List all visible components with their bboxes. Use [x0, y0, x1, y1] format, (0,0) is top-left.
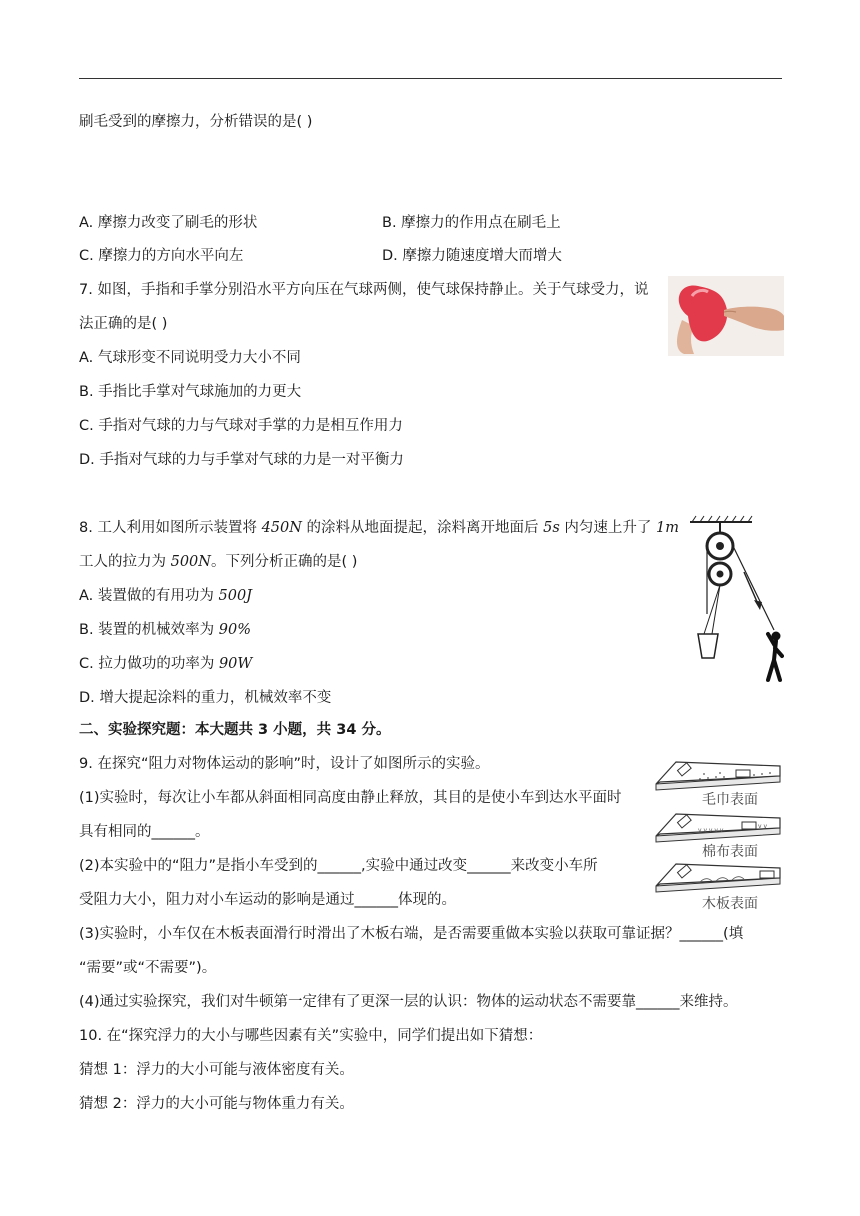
q10-stem: 10. 在“探究浮力的大小与哪些因素有关”实验中，同学们提出如下猜想：	[79, 1028, 543, 1044]
svg-text:v v: v v	[758, 823, 768, 830]
q9-part3-line2: “需要”或“不需要”)。	[79, 960, 217, 976]
q8-option-d: D. 增大提起涂料的重力，机械效率不变	[79, 690, 332, 706]
q9-stem: 9. 在探究“阻力对物体运动的影响”时，设计了如图所示的实验。	[79, 756, 490, 772]
worker-body	[768, 634, 782, 680]
q8-option-c: C. 拉力做功的功率为 90W	[79, 656, 253, 672]
q8-option-a: A. 装置做的有用功为 500J	[79, 588, 252, 604]
cotton-label: 棉布表面	[702, 844, 758, 860]
q9-part2-line1: (2)本实验中的“阻力”是指小车受到的______,实验中通过改变______来改变小车所	[79, 858, 598, 874]
q6-option-c: C. 摩擦力的方向水平向左	[79, 248, 244, 264]
q6-option-d: D. 摩擦力随速度增大而增大	[382, 248, 562, 264]
balloon-figure	[668, 276, 784, 356]
paint-bucket	[698, 634, 718, 658]
pulley-figure	[684, 514, 784, 686]
q8-option-b: B. 装置的机械效率为 90%	[79, 622, 252, 638]
q7-option-a: A. 气球形变不同说明受力大小不同	[79, 350, 301, 366]
q9-part3-line1: (3)实验时，小车仅在木板表面滑行时滑出了木板右端，是否需要重做本实验以获取可靠证据？______(填	[79, 926, 744, 942]
q7-option-d: D. 手指对气球的力与手掌对气球的力是一对平衡力	[79, 452, 404, 468]
q6-option-a: A. 摩擦力改变了刷毛的形状	[79, 215, 258, 231]
q8-load-value: 450N	[261, 520, 302, 536]
q8-time-value: 5s	[543, 520, 560, 536]
pull-arrow	[754, 600, 762, 610]
q10-guess2: 猜想 2：浮力的大小可能与物体重力有关。	[79, 1096, 354, 1112]
q8-stem-line1: 8. 工人利用如图所示装置将 450N 的涂料从地面提起，涂料离开地面后 5s 内匀速上升了 1m	[79, 520, 680, 536]
towel-surface	[656, 762, 780, 790]
svg-text:v v v v v: v v v v v	[698, 827, 724, 834]
q9-part1-line2: 具有相同的______。	[79, 824, 210, 840]
q8-height-value: 1m	[656, 520, 680, 536]
q6-stem-tail: 刷毛受到的摩擦力，分析错误的是( )	[79, 114, 313, 130]
q8-stem-line2: 工人的拉力为 500N。下列分析正确的是( )	[79, 554, 358, 570]
towel-label: 毛巾表面	[702, 792, 758, 808]
q6-option-b: B. 摩擦力的作用点在刷毛上	[382, 215, 561, 231]
surfaces-figure	[650, 752, 784, 912]
q9-part4: (4)通过实验探究，我们对牛顿第一定律有了更深一层的认识：物体的运动状态不需要靠______来维持。	[79, 994, 738, 1010]
q8-force-value: 500N	[170, 554, 211, 570]
wood-label: 木板表面	[702, 896, 758, 912]
q9-part2-line2: 受阻力大小，阻力对小车运动的影响是通过______体现的。	[79, 892, 456, 908]
q7-stem-line2: 法正确的是( )	[79, 316, 168, 332]
section-heading: 二、实验探究题：本大题共 3 小题，共 34 分。	[79, 722, 391, 738]
q7-option-b: B. 手指比手掌对气球施加的力更大	[79, 384, 302, 400]
header-rule	[79, 78, 782, 79]
q7-stem-line1: 7. 如图，手指和手掌分别沿水平方向压在气球两侧，使气球保持静止。关于气球受力，说	[79, 282, 649, 298]
cotton-surface	[656, 814, 780, 842]
q7-option-c: C. 手指对气球的力与气球对手掌的力是相互作用力	[79, 418, 403, 434]
q9-part1-line1: (1)实验时，每次让小车都从斜面相同高度由静止释放，其目的是使小车到达水平面时	[79, 790, 622, 806]
wood-surface	[656, 864, 780, 892]
q10-guess1: 猜想 1：浮力的大小可能与液体密度有关。	[79, 1062, 354, 1078]
